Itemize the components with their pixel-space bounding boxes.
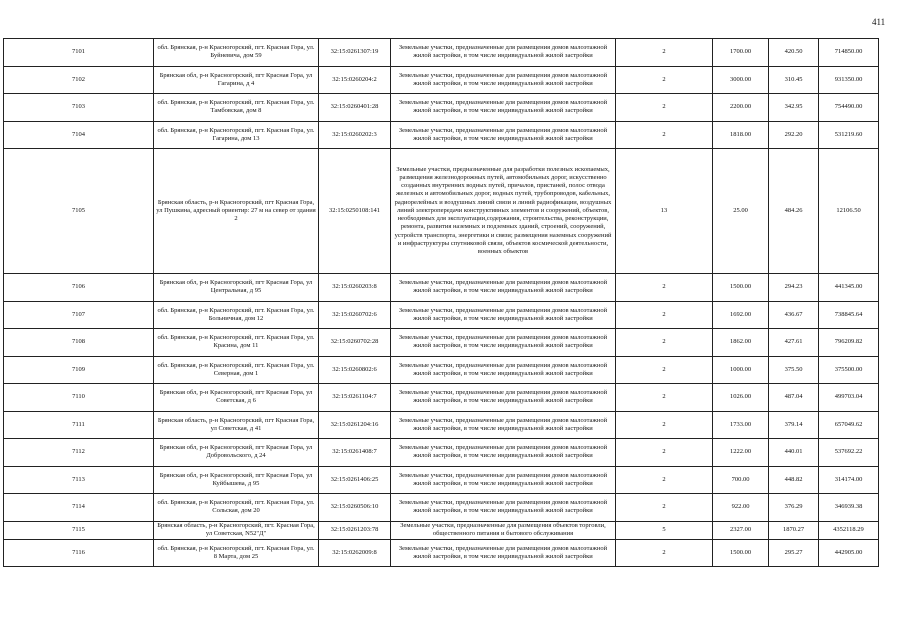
cadastral-number-cell: 32:15:0261408:7 [319,439,391,467]
cadastral-number-cell: 32:15:0260506:10 [319,494,391,522]
table-row [4,439,879,467]
address-cell: обл. Брянская, р-н Красногорский, пгт. Красная Гора, ул. 8 Марта, дом 25 [154,539,319,567]
use-group-code-cell: 2 [616,539,713,567]
use-group-code-cell: 2 [616,121,713,149]
row-number-cell: 7114 [4,494,154,522]
cadastral-value-cell: 314174.00 [819,466,879,494]
use-group-code-cell: 2 [616,301,713,329]
land-use-cell: Земельные участки, предназначенные для размещения домов малоэтажной жилой застройки, в том числе индивидуальной жилой застройки [391,466,616,494]
address-cell: Брянская область, р-н Красногорский, пгт Красная Гора, ул Пушкина, адресный ориентир: 27 м на север от здания 2 [154,149,319,274]
table-row [4,521,879,539]
cadastral-number-cell: 32:15:0262009:8 [319,539,391,567]
cadastral-number-cell: 32:15:0260702:28 [319,329,391,357]
address-cell: Брянская обл, р-н Красногорский, пгт Красная Гора, ул Центральная, д 95 [154,274,319,302]
area-cell: 1500.00 [713,539,769,567]
use-group-code-cell: 2 [616,66,713,94]
unit-value-cell: 342.95 [769,94,819,122]
land-use-cell: Земельные участки, предназначенные для размещения домов малоэтажной жилой застройки, в том числе индивидуальной жилой застройки [391,66,616,94]
cadastral-value-cell: 738845.64 [819,301,879,329]
land-use-cell: Земельные участки, предназначенные для размещения домов малоэтажной жилой застройки, в том числе индивидуальной жилой застройки [391,39,616,67]
table-row [4,356,879,384]
unit-value-cell: 292.20 [769,121,819,149]
use-group-code-cell: 2 [616,274,713,302]
area-cell: 1862.00 [713,329,769,357]
unit-value-cell: 436.67 [769,301,819,329]
row-number-cell: 7115 [4,521,154,539]
use-group-code-cell: 2 [616,439,713,467]
use-group-code-cell: 2 [616,411,713,439]
row-number-cell: 7110 [4,384,154,412]
use-group-code-cell: 2 [616,39,713,67]
table-row [4,149,879,274]
land-use-cell: Земельные участки, предназначенные для размещения домов малоэтажной жилой застройки, в том числе индивидуальной жилой застройки [391,301,616,329]
table-row [4,274,879,302]
unit-value-cell: 448.82 [769,466,819,494]
area-cell: 1026.00 [713,384,769,412]
cadastral-number-cell: 32:15:0260202:3 [319,121,391,149]
area-cell: 25.00 [713,149,769,274]
row-number-cell: 7105 [4,149,154,274]
unit-value-cell: 487.04 [769,384,819,412]
cadastral-value-cell: 499703.04 [819,384,879,412]
cadastral-value-cell: 531219.60 [819,121,879,149]
row-number-cell: 7116 [4,539,154,567]
address-cell: обл. Брянская, р-н Красногорский, пгт. Красная Гора, ул. Больничная, дом 12 [154,301,319,329]
use-group-code-cell: 2 [616,356,713,384]
table-row [4,466,879,494]
table-row [4,539,879,567]
land-use-cell: Земельные участки, предназначенные для размещения домов малоэтажной жилой застройки, в том числе индивидуальной жилой застройки [391,329,616,357]
land-use-cell: Земельные участки, предназначенные для размещения домов малоэтажной жилой застройки, в том числе индивидуальной жилой застройки [391,94,616,122]
land-use-cell: Земельные участки, предназначенные для размещения объектов торговли, общественного питания и бытового обслуживания [391,521,616,539]
area-cell: 1818.00 [713,121,769,149]
table-body [4,39,879,567]
cadastral-number-cell: 32:15:0260203:8 [319,274,391,302]
area-cell: 1733.00 [713,411,769,439]
area-cell: 1500.00 [713,274,769,302]
use-group-code-cell: 2 [616,329,713,357]
cadastral-value-cell: 657049.62 [819,411,879,439]
land-use-cell: Земельные участки, предназначенные для разработки полезных ископаемых, размещения железнодорожных путей, автомобильных дорог, искусственно созданных внутренних водных путей, причалов, пристаней, полос отвода железных и автомобильных дорог, водных путей, трубопроводов, кабельных, радиорелейных и воздушных линий связи и линий радиофикации, воздушных линий электропередачи конструктивных элементов и сооружений, объектов, необходимых для эксплуатации,содержания, строительства, реконструкции, ремонта, развития наземных и подземных зданий, строений, сооружений, устройств транспорта, энергетики и связи; размещения наземных сооружений и инфраструктуры спутниковой связи, объектов космической деятельности, военных объектов [391,149,616,274]
area-cell: 1692.00 [713,301,769,329]
unit-value-cell: 420.50 [769,39,819,67]
cadastral-value-cell: 346939.38 [819,494,879,522]
cadastral-value-cell: 714850.00 [819,39,879,67]
cadastral-number-cell: 32:15:0261104:7 [319,384,391,412]
use-group-code-cell: 2 [616,494,713,522]
cadastral-value-cell: 12106.50 [819,149,879,274]
row-number-cell: 7113 [4,466,154,494]
cadastral-value-table [3,38,879,567]
use-group-code-cell: 2 [616,466,713,494]
cadastral-value-cell: 375500.00 [819,356,879,384]
unit-value-cell: 1870.27 [769,521,819,539]
cadastral-number-cell: 32:15:0260702:6 [319,301,391,329]
cadastral-value-cell: 796209.82 [819,329,879,357]
row-number-cell: 7108 [4,329,154,357]
table-row [4,66,879,94]
address-cell: обл. Брянская, р-н Красногорский, пгт. Красная Гора, ул. Северная, дом 1 [154,356,319,384]
land-use-cell: Земельные участки, предназначенные для размещения домов малоэтажной жилой застройки, в том числе индивидуальной жилой застройки [391,411,616,439]
table-row [4,384,879,412]
row-number-cell: 7103 [4,94,154,122]
table-row [4,329,879,357]
address-cell: Брянская обл, р-н Красногорский, пгт Красная Гора, ул Куйбышева, д 95 [154,466,319,494]
address-cell: обл. Брянская, р-н Красногорский, пгт. Красная Гора, ул. Сольская, дом 20 [154,494,319,522]
use-group-code-cell: 2 [616,384,713,412]
unit-value-cell: 310.45 [769,66,819,94]
land-use-cell: Земельные участки, предназначенные для размещения домов малоэтажной жилой застройки, в том числе индивидуальной жилой застройки [391,384,616,412]
table-row [4,39,879,67]
address-cell: обл. Брянская, р-н Красногорский, пгт. Красная Гора, ул. Буйневича, дом 59 [154,39,319,67]
cadastral-number-cell: 32:15:0261203:78 [319,521,391,539]
area-cell: 2327.00 [713,521,769,539]
address-cell: обл. Брянская, р-н Красногорский, пгт. Красная Гора, ул. Красина, дом 11 [154,329,319,357]
row-number-cell: 7106 [4,274,154,302]
land-use-cell: Земельные участки, предназначенные для размещения домов малоэтажной жилой застройки, в том числе индивидуальной жилой застройки [391,356,616,384]
use-group-code-cell: 13 [616,149,713,274]
area-cell: 1222.00 [713,439,769,467]
area-cell: 922.00 [713,494,769,522]
land-use-cell: Земельные участки, предназначенные для размещения домов малоэтажной жилой застройки, в том числе индивидуальной жилой застройки [391,274,616,302]
table-row [4,94,879,122]
row-number-cell: 7111 [4,411,154,439]
row-number-cell: 7112 [4,439,154,467]
row-number-cell: 7102 [4,66,154,94]
land-use-cell: Земельные участки, предназначенные для размещения домов малоэтажной жилой застройки, в том числе индивидуальной жилой застройки [391,539,616,567]
cadastral-value-cell: 4352118.29 [819,521,879,539]
address-cell: Брянская обл, р-н Красногорский, пгт Красная Гора, ул Добровольского, д 24 [154,439,319,467]
cadastral-number-cell: 32:15:0261204:16 [319,411,391,439]
cadastral-number-cell: 32:15:0260802:6 [319,356,391,384]
cadastral-number-cell: 32:15:0250108:141 [319,149,391,274]
address-cell: Брянская область, р-н Красногорский, пгт. Красная Гора, ул Советская, N52"Д" [154,521,319,539]
address-cell: обл. Брянская, р-н Красногорский, пгт. Красная Гора, ул. Гагарина, дом 13 [154,121,319,149]
cadastral-value-cell: 442905.00 [819,539,879,567]
table-row [4,301,879,329]
unit-value-cell: 484.26 [769,149,819,274]
address-cell: обл. Брянская, р-н Красногорский, пгт. Красная Гора, ул. Тамбовская, дом 8 [154,94,319,122]
area-cell: 2200.00 [713,94,769,122]
area-cell: 3000.00 [713,66,769,94]
unit-value-cell: 379.14 [769,411,819,439]
page-number: 411 [872,17,886,27]
cadastral-value-cell: 537692.22 [819,439,879,467]
unit-value-cell: 295.27 [769,539,819,567]
row-number-cell: 7101 [4,39,154,67]
land-use-cell: Земельные участки, предназначенные для размещения домов малоэтажной жилой застройки, в том числе индивидуальной жилой застройки [391,121,616,149]
area-cell: 1000.00 [713,356,769,384]
land-use-cell: Земельные участки, предназначенные для размещения домов малоэтажной жилой застройки, в том числе индивидуальной жилой застройки [391,494,616,522]
use-group-code-cell: 5 [616,521,713,539]
table-row [4,411,879,439]
unit-value-cell: 294.23 [769,274,819,302]
table-row [4,121,879,149]
unit-value-cell: 375.50 [769,356,819,384]
cadastral-number-cell: 32:15:0260204:2 [319,66,391,94]
row-number-cell: 7107 [4,301,154,329]
address-cell: Брянская обл, р-н Красногорский, пгт Красная Гора, ул Советская, д 6 [154,384,319,412]
unit-value-cell: 440.01 [769,439,819,467]
cadastral-value-cell: 931350.00 [819,66,879,94]
unit-value-cell: 376.29 [769,494,819,522]
row-number-cell: 7104 [4,121,154,149]
cadastral-value-cell: 754490.00 [819,94,879,122]
use-group-code-cell: 2 [616,94,713,122]
cadastral-number-cell: 32:15:0260401:28 [319,94,391,122]
cadastral-number-cell: 32:15:0261307:19 [319,39,391,67]
cadastral-number-cell: 32:15:0261406:25 [319,466,391,494]
area-cell: 700.00 [713,466,769,494]
cadastral-value-cell: 441345.00 [819,274,879,302]
land-use-cell: Земельные участки, предназначенные для размещения домов малоэтажной жилой застройки, в том числе индивидуальной жилой застройки [391,439,616,467]
row-number-cell: 7109 [4,356,154,384]
unit-value-cell: 427.61 [769,329,819,357]
address-cell: Брянская область, р-н Красногорский, пгт Красная Гора, ул Советская, д 41 [154,411,319,439]
area-cell: 1700.00 [713,39,769,67]
address-cell: Брянская обл, р-н Красногорский, пгт Красная Гора, ул Гагарина, д 4 [154,66,319,94]
table-row [4,494,879,522]
